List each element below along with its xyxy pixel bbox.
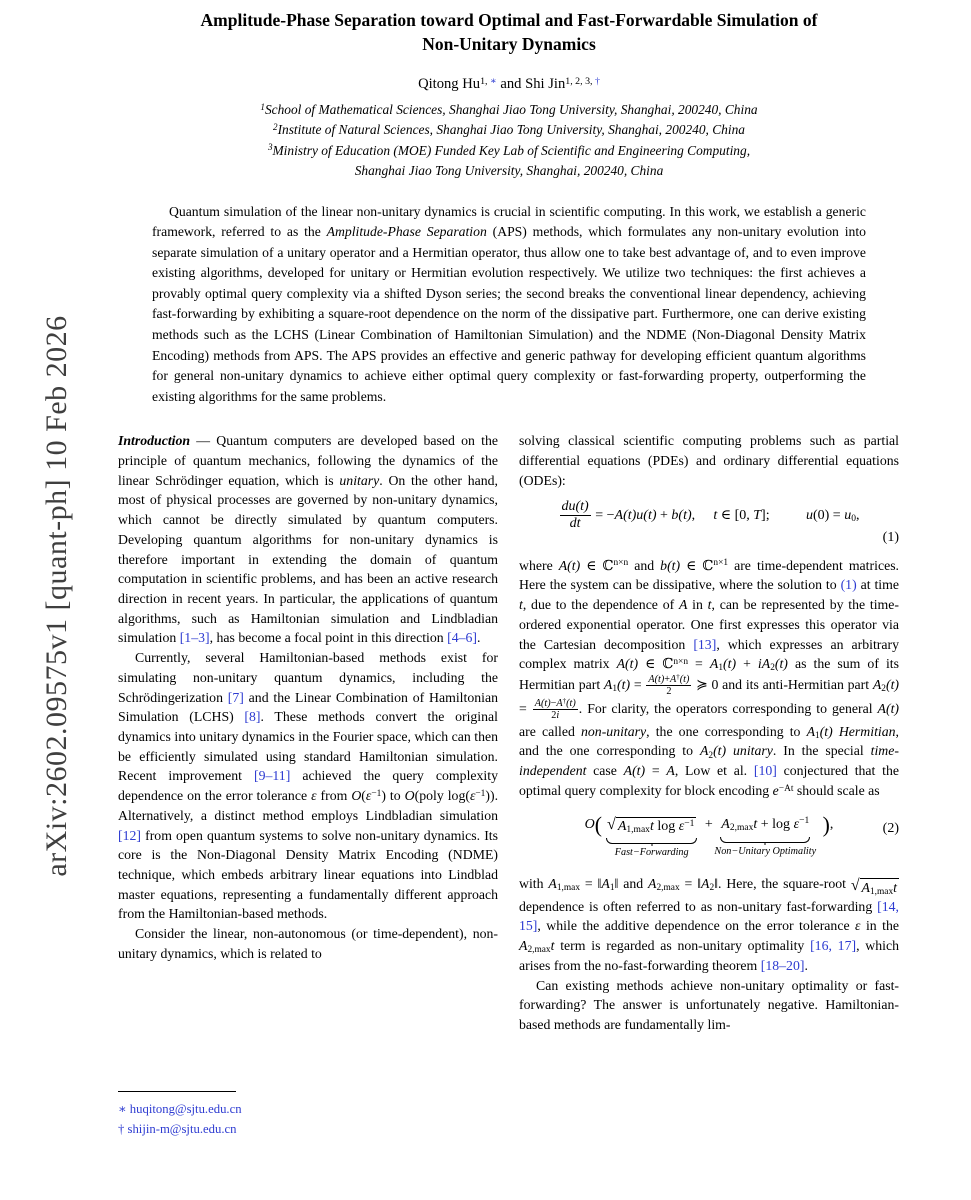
italic-run: Institute of Natural Sciences, Shanghai Jiao Tong University, Shanghai, 200240, China: [277, 122, 745, 138]
subscript: 1,max: [556, 883, 581, 894]
text-run: −: [550, 697, 557, 709]
italic-run: A: [670, 674, 677, 685]
text-run: = ‖: [679, 876, 702, 892]
text-run: are time-dependent matrices. Here the system can be dissipative, where the solution to: [519, 557, 900, 593]
italic-run: ε: [311, 788, 317, 804]
body-columns: [118, 431, 900, 1143]
text-run: and the Linear Combination of Hamiltonian Simulation (LCHS): [118, 689, 498, 725]
sqrt-symbol-icon: √: [850, 876, 860, 894]
text-run: log: [653, 819, 679, 835]
text-run: term is regarded as non-unitary optimality: [554, 938, 811, 954]
title-line-2: Non-Unitary Dynamics: [422, 34, 596, 55]
italic-run: (t): [885, 677, 899, 693]
superscript: 1,: [480, 75, 490, 87]
italic-run: , T: [746, 507, 762, 523]
superscript: †: [562, 696, 567, 705]
citation-link[interactable]: [13]: [693, 636, 717, 652]
display-equation: [519, 812, 899, 859]
text-run: =: [645, 763, 667, 779]
italic-run: (t): [566, 697, 576, 709]
italic-run: Shanghai Jiao Tong University, Shanghai, 200240, China: [354, 162, 664, 178]
superscript: 3: [267, 142, 273, 153]
text-run: , can be represented by the time-ordered exponential operator. One first expresses this operator via the Cartesian decomposition: [519, 597, 899, 652]
italic-run: School of Mathematical Sciences, Shanghai Jiao Tong University, Shanghai, 200240, China: [264, 102, 758, 118]
italic-run: A: [556, 697, 563, 709]
superscript: 1, 2, 3,: [565, 75, 595, 87]
left-column-body: [118, 431, 498, 963]
superscript: −At: [778, 783, 794, 794]
superscript: −1: [371, 788, 382, 799]
text-run: +: [701, 816, 717, 832]
italic-run: t: [753, 816, 758, 832]
citation-link[interactable]: [7]: [227, 689, 244, 705]
text-run: Quantum simulation of the linear non-unitary dynamics is crucial in scientific computing. In this work, we establish a generic framework, referred to as the: [152, 203, 866, 240]
display-equation: [519, 499, 899, 545]
italic-run: ε: [855, 918, 861, 934]
italic-run: A(t): [616, 656, 639, 672]
italic-run: O: [584, 816, 595, 832]
subscript: 1: [718, 663, 724, 674]
text-run: Qitong Hu: [418, 76, 481, 93]
italic-run: t: [519, 597, 523, 613]
superscript: −1: [799, 816, 810, 827]
italic-run: A(t)u(t): [614, 507, 657, 523]
italic-run: A: [648, 876, 657, 892]
text-run: . For clarity, the operators corresponding to general: [578, 700, 878, 716]
italic-run: A: [709, 656, 719, 672]
underbrace-label: Fast−Forwarding: [614, 847, 689, 859]
text-run: conjectured that the optimal query complexity for block encoding: [519, 763, 899, 798]
citation-link[interactable]: [18–20]: [760, 957, 805, 973]
italic-run: O: [351, 788, 362, 804]
paragraph: [118, 120, 900, 140]
text-run: ∈ ℂ: [580, 557, 614, 573]
text-run: , has become a focal point in this direction: [209, 630, 448, 646]
text-run: are called: [519, 723, 581, 739]
italic-run: A(t): [534, 697, 551, 709]
text-run: ,: [691, 507, 696, 523]
superscript: n×1: [713, 558, 729, 569]
text-run: =: [519, 700, 532, 716]
text-run: = ‖: [580, 876, 602, 892]
citation-link[interactable]: [9–11]: [254, 768, 291, 784]
italic-run: (t): [713, 743, 727, 759]
subscript: 1,max: [626, 825, 650, 836]
paragraph: [519, 556, 899, 801]
italic-run: b(t): [671, 507, 692, 523]
paragraph: [519, 874, 899, 975]
equation-number: (1): [882, 529, 899, 545]
superscript: n×n: [673, 657, 689, 668]
abstract-text: [152, 202, 866, 407]
superscript: 2: [273, 122, 278, 133]
paragraph: [118, 161, 900, 181]
citation-link[interactable]: [4–6]: [447, 630, 478, 646]
sqrt-radical: [851, 878, 899, 897]
text-run: = −: [591, 507, 615, 523]
text-run: with: [519, 876, 549, 892]
authors-line: [118, 76, 900, 93]
text-run: ) to: [381, 788, 405, 804]
italic-run: ε: [678, 819, 685, 835]
text-run: , which arises from the no-fast-forwarding theorem: [519, 938, 899, 973]
underbrace-label: Non−Unitary Optimality: [714, 845, 817, 857]
text-run: ≽ 0 and its anti-Hermitian part: [692, 677, 873, 693]
fraction-denominator: [664, 686, 673, 697]
underbrace-content: [604, 815, 699, 837]
italic-run: unitary: [733, 743, 773, 759]
subscript: 2,max: [527, 945, 551, 956]
citation-link[interactable]: [12]: [118, 827, 141, 843]
text-run: +: [656, 507, 672, 523]
text-run: . On the other hand, most of physical processes are governed by non-unitary dynamics, which cannot be directly simulated by quantum computers. Developing quantum algorithms for non-unitary dynamics is therefore important in extending the domain of quantum computation in scientific problems, and has been an active research direction in recent years. In particular, the applications of quantum algorithms, such as Hamiltonian simulation and Lindbladian simulation: [118, 472, 498, 646]
citation-link[interactable]: [10]: [753, 763, 777, 779]
citation-link[interactable]: ∗: [118, 1101, 130, 1116]
italic-run: t: [649, 819, 654, 835]
subscript: 2: [708, 750, 714, 761]
italic-run: A: [666, 763, 675, 779]
superscript: †: [676, 672, 680, 681]
text-run: ‖. Here, the square-root: [714, 876, 851, 892]
citation-link[interactable]: (1): [840, 577, 857, 593]
paper-title: [118, 8, 900, 56]
italic-run: A: [701, 876, 710, 892]
affiliations: [118, 100, 900, 180]
italic-run: A: [721, 816, 730, 832]
big-paren: ): [822, 812, 830, 837]
italic-run: du(t): [561, 499, 589, 515]
paragraph: [118, 924, 498, 963]
italic-run: (t): [617, 677, 631, 693]
italic-run: A(t): [877, 700, 899, 716]
text-run: at time: [856, 577, 899, 593]
text-run: and: [628, 557, 661, 573]
italic-run: A: [806, 723, 815, 739]
text-run: 2: [666, 686, 672, 698]
text-run: Currently, several Hamiltonian-based methods exist for simulating non-unitary quantum dynamics, including the Schrödingerization: [118, 650, 498, 705]
text-run: ];: [761, 507, 770, 523]
sqrt-symbol-icon: √: [607, 816, 616, 834]
italic-run: non-unitary: [581, 723, 647, 739]
italic-run: t: [893, 879, 897, 895]
text-run: . These methods convert the original dynamics into unitary dynamics in the Fourier space, which can then be efficiently simulated using standard Hamiltonian simulation. Recent improvement: [118, 709, 498, 784]
footnote-list: [118, 1099, 498, 1140]
text-run: (APS) methods, which formulates any non-unitary evolution into separate simulation of a unitary operator and a Hermitian operator, thus allow one to take best advantage of, and to even improve existing algorithms, developed for unitary or Hermitian evolution respectively. We utilize two techniques: the first achieves a provably optimal query complexity via a shifted Dyson series; the second breaks the conventional linear dependency, achieving fast-forwarding by exhibiting a square-root dependence on the norm of the dissipative part. Furthermore, one can derive existing methods such as the LCHS (Linear Combination of Hamiltonian Simulation) and the NDME (Non-Diagonal Density Matrix Encoding) methods from APS. The APS provides an effective and generic pathway for developing efficient quantum algorithms for general non-unitary dynamics to achieve either optimal query complexity or fast-forwarding property, outperforming the existing algorithms for the same problems.: [152, 224, 866, 404]
subscript: 2: [770, 663, 775, 674]
italic-run: A: [603, 677, 613, 693]
fraction-denominator: [568, 516, 583, 532]
text-run: case: [586, 763, 624, 779]
citation-link[interactable]: †: [118, 1121, 128, 1136]
italic-run: A: [861, 879, 870, 895]
italic-run: A: [699, 743, 709, 759]
text-run: (poly log(: [414, 788, 470, 804]
citation-link[interactable]: [8]: [244, 709, 261, 725]
italic-run: e: [772, 782, 779, 798]
italic-run: t: [707, 597, 712, 613]
paper-content: [118, 8, 900, 1143]
text-run: )). Alternatively, a distinct method employs Lindbladian simulation: [118, 788, 499, 823]
text-run: , due to the dependence of: [522, 597, 679, 613]
text-run: ∈ [0: [717, 507, 747, 523]
italic-run: A: [601, 876, 610, 892]
text-run: should scale as: [793, 782, 880, 798]
paragraph: [118, 1099, 498, 1119]
underbrace-brace-icon: [720, 837, 810, 843]
text-run: achieved the query complexity dependence on the error tolerance: [118, 768, 498, 804]
text-run: .: [804, 957, 808, 973]
text-run: , which expresses an arbitrary complex matrix: [519, 636, 900, 672]
text-run: where: [519, 557, 559, 573]
subscript: 0: [851, 513, 856, 524]
paragraph: [118, 648, 498, 924]
subscript: 2,max: [729, 822, 754, 833]
footnotes: [118, 1091, 498, 1144]
underbrace: [714, 815, 817, 857]
text-run: ∈ ℂ: [638, 656, 674, 672]
fraction-numerator: [560, 499, 591, 516]
subscript: 1: [612, 684, 618, 695]
underbrace: [604, 815, 699, 859]
italic-run: u: [844, 507, 852, 523]
text-run: from open quantum systems to solve non-unitary dynamics. Its core is the Non-Diagonal Density Matrix Encoding (NDME) technique, which embeds arbitrary linear equations into Lindblad master equations, representing a fundamentally different approach from the Hamiltonian-based methods.: [118, 827, 498, 922]
italic-run: A: [678, 597, 688, 613]
italic-run: A: [519, 938, 528, 954]
text-run: 2: [551, 710, 557, 722]
italic-run: (t): [679, 674, 690, 685]
text-run: from: [316, 788, 352, 804]
italic-run: time-independent: [519, 743, 899, 779]
text-run: . In the special: [772, 743, 871, 759]
fraction-denominator: [549, 710, 561, 721]
sqrt-content: [860, 878, 899, 897]
text-run: , and the one corresponding to: [519, 723, 899, 759]
text-run: — Quantum computers are developed based on the principle of quantum mechanics, following the dynamics of the linear Schrödinger equation, which is: [118, 433, 498, 488]
italic-run: A(t): [648, 674, 665, 685]
big-paren: (: [594, 812, 602, 837]
right-column: [519, 431, 899, 1143]
text-run: (0) =: [812, 507, 845, 523]
italic-run: Amplitude-Phase Separation: [326, 224, 487, 240]
text-run: as the sum of its Hermitian part: [519, 656, 899, 693]
italic-run: A(t): [623, 763, 646, 779]
subscript: 1: [815, 730, 820, 741]
text-run: in: [687, 597, 708, 613]
citation-link[interactable]: huqitong@sjtu.edu.cn: [129, 1101, 242, 1116]
subscript: 2: [881, 684, 886, 695]
italic-run: b(t): [660, 557, 681, 573]
text-run: ‖ and: [614, 876, 649, 892]
italic-run: A: [617, 819, 627, 835]
text-run: ,: [855, 507, 860, 523]
text-run: +: [736, 656, 758, 672]
superscript-link[interactable]: ∗: [490, 75, 497, 87]
superscript: −1: [684, 818, 695, 829]
italic-run: ε: [469, 788, 476, 804]
underbrace-content: [718, 815, 812, 835]
paragraph: [118, 100, 900, 120]
fraction: [646, 674, 691, 698]
citation-link[interactable]: [1–3]: [179, 630, 210, 646]
text-run: +: [664, 674, 671, 685]
text-run: Can existing methods achieve non-unitary optimality or fast-forwarding? The answer is unfortunately negative. Hamiltonian-based methods are fundamentally lim-: [519, 977, 899, 1033]
paragraph: [519, 431, 899, 490]
text-run: + log: [757, 816, 794, 832]
fraction: [560, 499, 591, 531]
text-run: .: [477, 630, 481, 646]
subscript: 1: [609, 883, 615, 894]
fraction: [533, 698, 578, 722]
superscript-link[interactable]: †: [594, 75, 600, 87]
text-run: , the one corresponding to: [646, 723, 807, 739]
subscript: 2: [709, 883, 715, 894]
italic-run: iA: [757, 656, 771, 672]
superscript: n×n: [613, 558, 629, 569]
italic-run: (t): [819, 723, 833, 739]
text-run: =: [630, 677, 646, 693]
sqrt-radical: [607, 817, 696, 836]
text-run: ,: [829, 816, 834, 832]
italic-run: u: [805, 507, 813, 523]
subscript: 1,max: [869, 886, 894, 897]
paragraph: [118, 431, 498, 648]
text-run: in the: [860, 918, 899, 934]
citation-link[interactable]: [16, 17]: [810, 938, 857, 954]
citation-link[interactable]: shijin-m@sjtu.edu.cn: [127, 1121, 237, 1136]
text-run: dependence is often referred to as non-unitary fast-forwarding: [519, 898, 878, 914]
equation-number: (2): [882, 820, 899, 836]
subscript: 2,max: [656, 883, 680, 894]
text-run: (: [361, 788, 366, 804]
bold-italic-run: Introduction: [118, 433, 191, 449]
superscript: 1: [260, 102, 265, 113]
italic-run: ε: [365, 788, 372, 804]
equation-body: [559, 499, 860, 532]
italic-run: i: [556, 710, 560, 722]
italic-run: Hermitian: [838, 723, 896, 739]
italic-run: (t): [774, 656, 788, 672]
italic-run: O: [404, 788, 415, 804]
italic-run: unitary: [339, 472, 380, 488]
text-run: and Shi Jin: [496, 76, 566, 93]
sqrt-content: [616, 817, 697, 836]
paragraph: [118, 1119, 498, 1139]
text-run: , Low et al.: [674, 763, 754, 779]
italic-run: dt: [569, 516, 581, 532]
fraction-numerator: [646, 674, 691, 686]
equation-body: [584, 812, 834, 859]
text-run: , while the additive dependence on the error tolerance: [537, 918, 856, 934]
text-run: =: [688, 656, 710, 672]
footnote-rule: [118, 1091, 236, 1092]
fraction-numerator: [533, 698, 578, 710]
title-line-1: Amplitude-Phase Separation toward Optimal and Fast-Forwardable Simulation of: [200, 10, 818, 30]
italic-run: (t): [723, 656, 737, 672]
arxiv-watermark: arXiv:2602.09575v1 [quant-ph] 10 Feb 2026: [40, 315, 73, 877]
paragraph: [118, 141, 900, 161]
italic-run: ε: [793, 816, 800, 832]
underbrace-brace-icon: [606, 838, 697, 844]
abstract: [152, 202, 866, 407]
italic-run: Ministry of Education (MOE) Funded Key Lab of Scientific and Engineering Computing,: [272, 142, 751, 158]
italic-run: A: [548, 876, 557, 892]
text-run: ∈ ℂ: [680, 557, 714, 573]
text-run: Consider the linear, non-autonomous (or time-dependent), non-unitary dynamics, which is related to: [118, 926, 498, 961]
citation-link[interactable]: [14, 15]: [519, 898, 899, 934]
superscript: −1: [475, 788, 486, 799]
italic-run: A(t): [558, 557, 581, 573]
text-run: [726, 743, 733, 758]
paragraph: [519, 976, 899, 1035]
text-run: solving classical scientific computing problems such as partial differential equations (PDEs) and ordinary differential equations (ODEs):: [519, 433, 899, 488]
italic-run: t: [713, 507, 718, 523]
left-column: [118, 431, 498, 1143]
italic-run: t: [550, 938, 555, 954]
italic-run: A: [872, 677, 882, 693]
